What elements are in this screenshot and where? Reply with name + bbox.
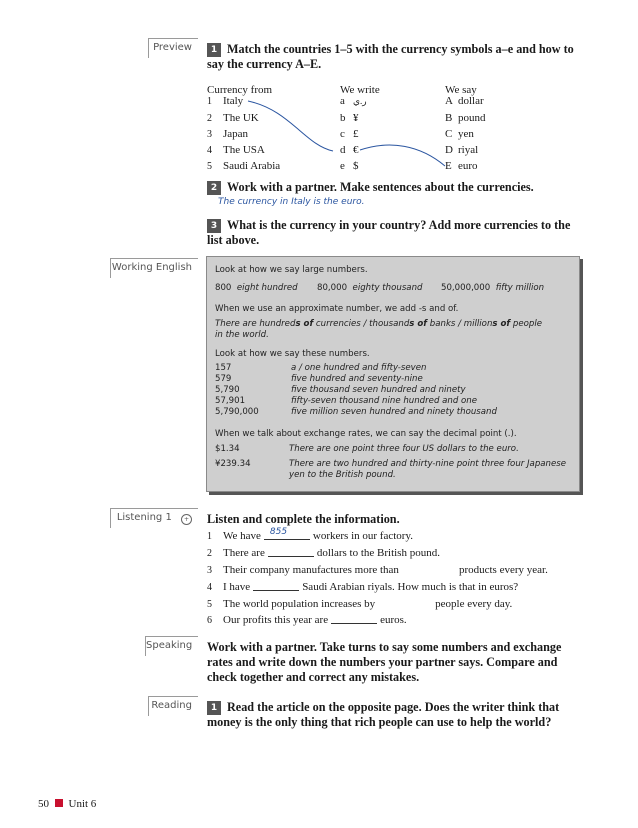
name-row-C: C yen [445, 128, 474, 140]
handwritten-answer-1: 855 [269, 527, 288, 537]
we-number-word: five thousand seven hundred and ninety [291, 385, 466, 395]
symbol-row-c: c £ [340, 128, 359, 140]
symbol-row-d: d € [340, 144, 359, 156]
listening-label: Listening 1 [116, 512, 172, 523]
answer-blank-4[interactable] [253, 580, 299, 591]
reading-instruction [207, 700, 579, 730]
page-footer [38, 798, 96, 810]
exercise-3-text: What is the currency in your country? Add more currencies to the list above. [207, 218, 571, 247]
we-para-2: When we use an approximate number, we add -s and of. [215, 304, 459, 314]
working-english-tab [110, 258, 198, 278]
answer-blank-3[interactable] [402, 563, 456, 574]
we-example-approx-2: in the world. [215, 330, 269, 340]
we-rate-1-words: There are one point three four US dollars to the euro. [289, 444, 519, 454]
exercise-2-example: The currency in Italy is the euro. [218, 197, 365, 207]
match-line-euro-E [360, 145, 445, 166]
speaking-tab [145, 636, 198, 656]
preview-label: Preview [153, 42, 192, 53]
reading-label: Reading [151, 700, 192, 711]
header-we-say: We say [445, 84, 477, 96]
exercise-1-instruction [207, 42, 579, 72]
we-number-word: five million seven hundred and ninety thousand [291, 407, 497, 417]
we-para-4: When we talk about exchange rates, we can say the decimal point (.). [215, 429, 517, 439]
we-number-row: 5,790 [215, 385, 240, 395]
header-currency-from: Currency from [207, 84, 273, 96]
exercise-2-number: 2 [207, 181, 221, 195]
we-number-word: a / one hundred and fifty-seven [291, 363, 427, 373]
symbol-row-b: b ¥ [340, 112, 359, 124]
listening-item-5: 5 The world population increases by people every day. [207, 598, 513, 610]
answer-blank-5[interactable] [378, 597, 432, 608]
listening-item-2: 2 There are dollars to the British pound. [207, 547, 440, 559]
listening-item-1: 1 We have 855 workers in our factory. [207, 528, 413, 544]
country-row-1: 1 Italy [207, 95, 244, 107]
country-row-5: 5 Saudi Arabia [207, 160, 281, 172]
working-english-label: Working English [111, 262, 192, 273]
preview-tab [148, 38, 198, 58]
unit-label: Unit 6 [68, 798, 97, 810]
page-number: 50 [38, 798, 49, 810]
reading-tab [148, 696, 198, 716]
we-number-row: 579 [215, 374, 232, 384]
working-english-box [206, 256, 580, 492]
header-we-write: We write [340, 84, 380, 96]
reading-text: Read the article on the opposite page. Does the writer think that money is the only thing that rich people can use to help the world? [207, 700, 560, 729]
answer-blank-6[interactable] [331, 613, 377, 624]
audio-icon[interactable]: + [181, 514, 192, 525]
we-para-3: Look at how we say these numbers. [215, 349, 370, 359]
we-rate-2-words-cont: yen to the British pound. [289, 470, 396, 480]
exercise-1-number: 1 [207, 43, 221, 57]
we-number-row: 157 [215, 363, 232, 373]
listening-tab [110, 508, 198, 528]
name-row-B: B pound [445, 112, 486, 124]
we-large-number-3: 50,000,000 fifty million [441, 283, 545, 293]
country-row-2: 2 The UK [207, 112, 259, 124]
we-example-approx: There are hundreds of currencies / thousands of banks / millions of people [215, 319, 543, 329]
we-para-1: Look at how we say large numbers. [215, 265, 368, 275]
country-row-3: 3 Japan [207, 128, 249, 140]
symbol-row-e: e $ [340, 160, 359, 172]
exercise-1-text: Match the countries 1–5 with the currency symbols a–e and how to say the currency A–E. [207, 42, 574, 71]
answer-blank-1[interactable] [264, 529, 310, 540]
we-number-word: fifty-seven thousand nine hundred and one [291, 396, 478, 406]
reading-number: 1 [207, 701, 221, 715]
symbol-row-a: a ر.ي [340, 95, 367, 107]
exercise-3-instruction [207, 218, 579, 248]
listening-item-3: 3 Their company manufactures more than products every year. [207, 564, 548, 576]
exercise-2-instruction [207, 180, 579, 195]
name-row-E: E euro [445, 160, 478, 172]
speaking-label: Speaking [146, 640, 193, 651]
name-row-D: D riyal [445, 144, 479, 156]
we-number-word: five hundred and seventy-nine [291, 374, 423, 384]
name-row-A: A dollar [445, 95, 484, 107]
answer-blank-2[interactable] [268, 546, 314, 557]
we-rate-2-number: ¥239.34 [215, 459, 251, 469]
we-rate-1-number: $1.34 [215, 444, 240, 454]
country-row-4: 4 The USA [207, 144, 265, 156]
exercise-2-text: Work with a partner. Make sentences about the currencies. [227, 180, 534, 194]
we-large-number-2: 80,000 eighty thousand [317, 283, 423, 293]
listening-instruction: Listen and complete the information. [207, 512, 400, 526]
footer-square-icon [55, 799, 63, 807]
we-rate-2-words: There are two hundred and thirty-nine point three four Japanese [289, 459, 567, 469]
speaking-instruction: Work with a partner. Take turns to say some numbers and exchange rates and write down the numbers your partner says. Compare and check together and correct any mistakes. [207, 640, 562, 684]
listening-item-4: 4 I have Saudi Arabian riyals. How much is that in euros? [207, 581, 519, 593]
we-number-row: 57,901 [215, 396, 246, 406]
we-number-row: 5,790,000 [215, 407, 259, 417]
listening-item-6: 6 Our profits this year are euros. [207, 614, 407, 626]
exercise-3-number: 3 [207, 219, 221, 233]
we-large-numbers: 800 eight hundred [215, 283, 298, 293]
